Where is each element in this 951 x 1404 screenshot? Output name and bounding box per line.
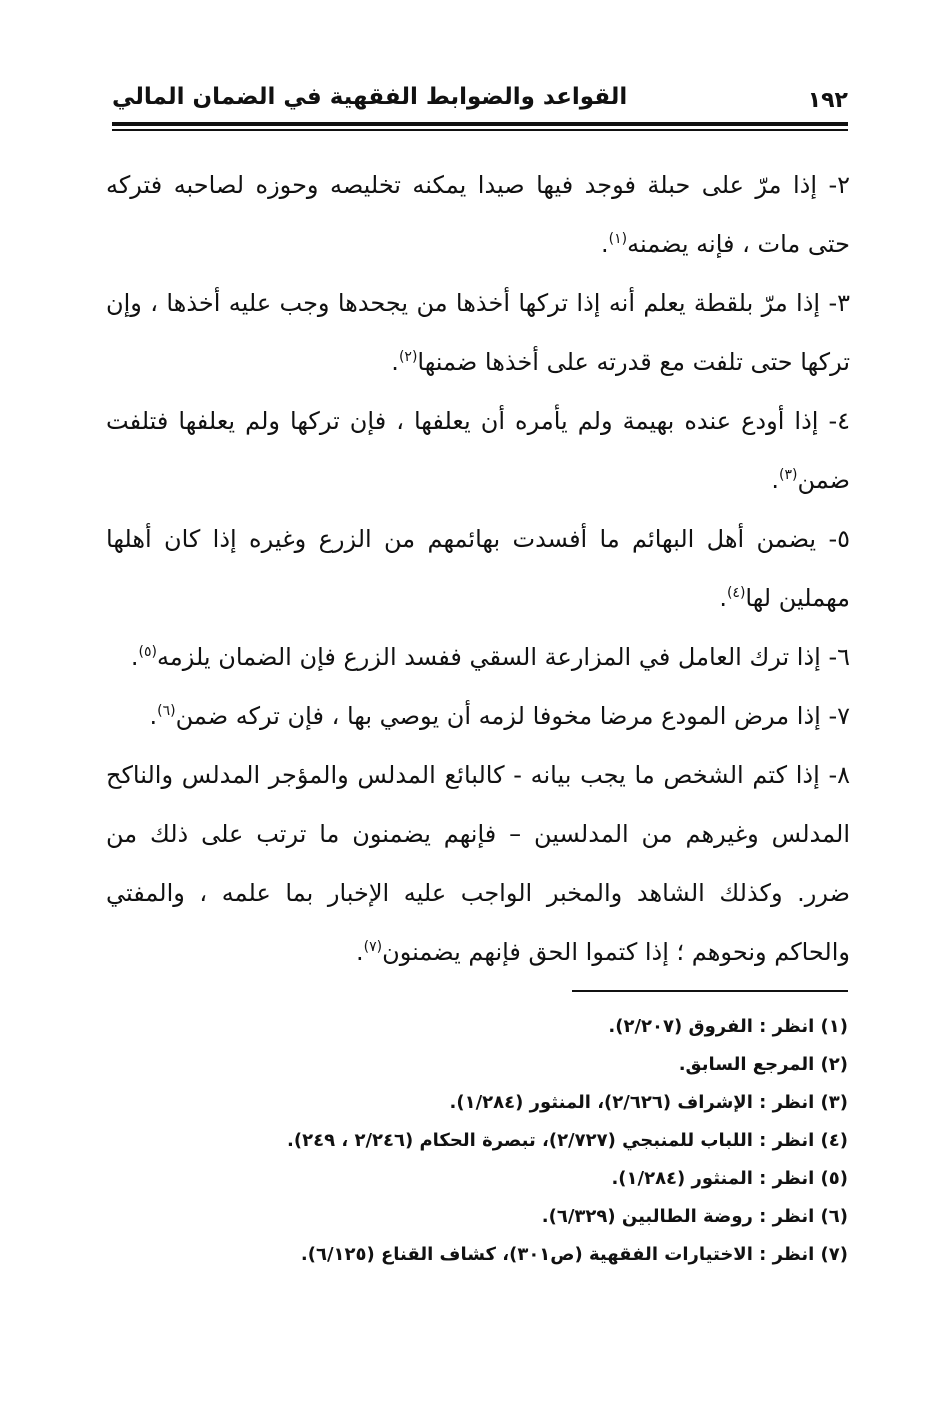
footnote-reference: (٧) [363, 939, 383, 955]
footnote-reference: (١) [608, 231, 628, 247]
paragraph-item-8: ٨- إذا كتم الشخص ما يجب بيانه - كالبائع المدلس والمؤجر المدلس والناكح المدلس وغيرهم من المدلسين – فإنهم يضمنون ما ترتب على ذلك من ضرر. وكذلك الشاهد والمخبر الواجب عليه الإخبار بما علمه ، والمفتي والحاكم ونحوهم ؛ إذا كتموا الحق فإنهم يضمنون$^{(٧)}$. [106, 761, 850, 966]
footnote-reference: (٤) [726, 585, 746, 601]
paragraph-item-4: ٤- إذا أودع عنده بهيمة ولم يأمره أن يعلفها ، فإن تركها ولم يعلفها فتلفت ضمن$^{(٣)}$. [106, 407, 850, 494]
footnote-reference: (٥) [138, 644, 157, 660]
paragraph-item-7: ٧- إذا مرض المودع مرضا مخوفا لزمه أن يوصي بها ، فإن تركه ضمن$^{(٦)}$. [149, 702, 850, 730]
footnote-reference: (٣) [779, 467, 798, 483]
paragraph-item-3: ٣- إذا مرّ بلقطة يعلم أنه إذا تركها أخذها من يجحدها وجب عليه أخذها ، وإن تركها حتى تلفت مع قدرته على أخذها ضمنها$^{(٢)}$. [106, 289, 850, 376]
running-header-title: القواعد والضوابط الفقهية في الضمان المالي [112, 84, 628, 110]
paragraph-item-6: ٦- إذا ترك العامل في المزارعة السقي ففسد الزرع فإن الضمان يلزمه$^{(٥)}$. [130, 643, 850, 671]
footnote-item: (٢) المرجع السابق. [678, 1054, 848, 1075]
header-double-rule [112, 122, 848, 131]
footnote-item: (٧) انظر : الاختيارات الفقهية (ص٣٠١)، كشاف القناع (٦/١٢٥). [300, 1244, 848, 1265]
footnote-item: (٦) انظر : روضة الطالبين (٦/٣٢٩). [541, 1206, 848, 1227]
footnote-separator [572, 990, 848, 992]
running-header [112, 80, 848, 120]
footnotes [150, 1008, 848, 1274]
paragraph-item-5: ٥- يضمن أهل البهائم ما أفسدت بهائمهم من الزرع وغيره إذا كان أهلها مهملين لها$^{(٤)}$. [106, 525, 850, 612]
paragraph-item-2: ٢- إذا مرّ على حبلة فوجد فيها صيدا يمكنه تخليصه وحوزه لصاحبه فتركه حتى مات ، فإنه يضمنه$^{(١)}$. [106, 171, 850, 258]
footnote-item: (١) انظر : الفروق (٢/٢٠٧). [608, 1016, 848, 1037]
main-text [106, 156, 850, 982]
footnote-reference: (٦) [157, 703, 176, 719]
footnote-reference: (٢) [398, 349, 418, 365]
page-number: ١٩٢ [807, 88, 848, 113]
footnote-item: (٥) انظر : المنثور (١/٢٨٤). [611, 1168, 848, 1189]
footnote-item: (٣) انظر : الإشراف (٢/٦٢٦)، المنثور (١/٢٨٤). [449, 1092, 848, 1113]
footnote-item: (٤) انظر : اللباب للمنبجي (٢/٧٢٧)، تبصرة الحكام (٢/٢٤٦ ، ٢٤٩). [287, 1130, 848, 1151]
